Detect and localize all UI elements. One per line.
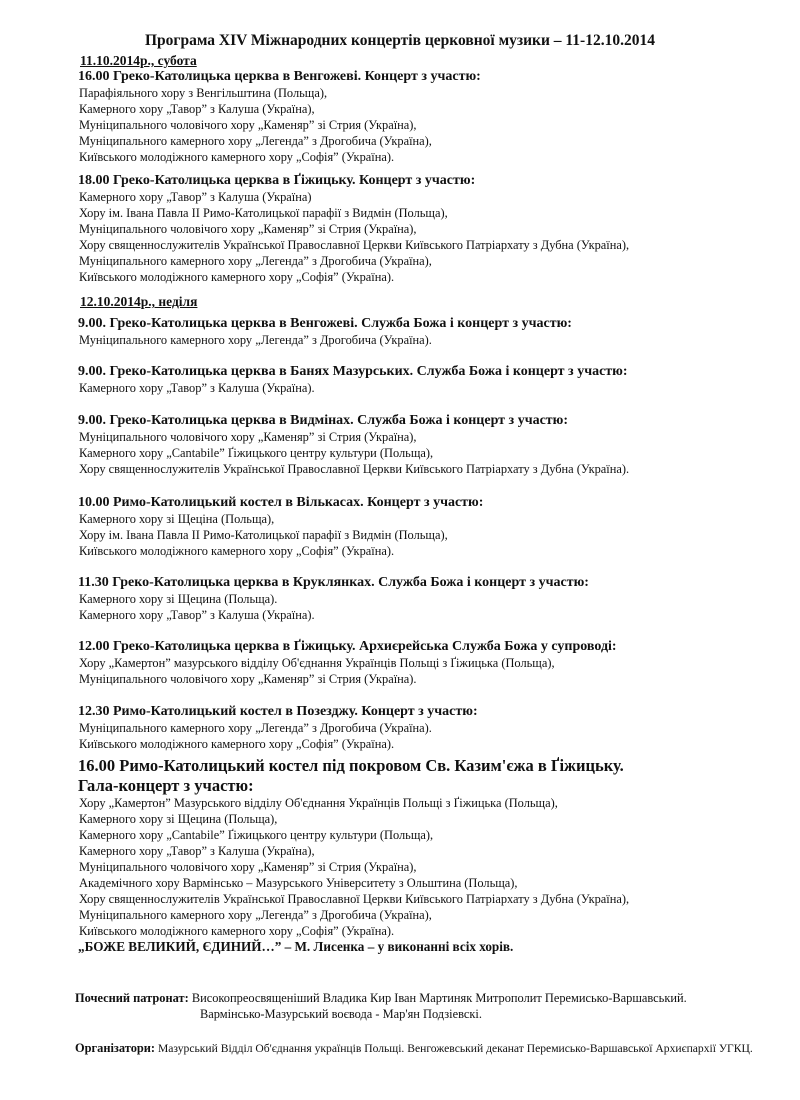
event-heading: 9.00. Греко-Католицька церква в Видмінах. Служба Божа і концерт з участю: [78,413,569,428]
choir-line: Камерного хору „Cantabile” Ґіжицького центру культури (Польща), [79,446,434,460]
event-heading: 11.30 Греко-Католицька церква в Круклянках. Служба Божа і концерт з участю: [78,575,589,590]
organizers-text: Мазурський Відділ Об'єднання українців Польщі. Венгожевський деканат Перемисько-Варшавської Архиєпархії УГКЦ. [155,1042,753,1055]
choir-line: Камерного хору „Тавор” з Калуша (Україна), [79,102,315,116]
organizers-line [75,1040,785,1057]
event-section [78,173,778,285]
event-section [78,495,778,559]
event-heading: 12.00 Греко-Католицька церква в Ґіжицьку. Архиєрейська Служба Божа у супроводі: [78,639,617,654]
choir-line: Хору священнослужителів Української Православної Церкви Київського Патріархату з Дубна (Україна), [79,892,630,906]
event-heading: 10.00 Римо-Католицький костел в Вількасах. Концерт з участю: [78,495,484,510]
patron-label: Почесний патронат: [75,991,189,1005]
choir-line: Муніципального чоловічого хору „Каменяр” зі Стрия (Україна), [79,118,417,132]
choir-line: Муніципального чоловічого хору „Каменяр” зі Стрия (Україна), [79,430,417,444]
event-section [78,639,778,687]
patron-line-2: Вармінсько-Мазурський воєвода - Мар'ян Подзіевскі. [200,1007,482,1021]
gala-subheading: Гала-концерт з участю: [78,776,254,795]
event-heading: 9.00. Греко-Католицька церква в Венгожеві. Служба Божа і концерт з участю: [78,316,572,331]
choir-line: Хору священнослужителів Української Православної Церкви Київського Патріархату з Дубна (Україна). [79,462,630,476]
choir-line: Камерного хору зі Щеціна (Польща), [79,512,275,526]
patron-block [75,990,785,1022]
day1-date: 11.10.2014р., субота [80,53,197,68]
choir-line: Муніципального камерного хору „Легенда” з Дрогобича (Україна), [79,134,432,148]
event-section [78,364,778,396]
patron-text: Високопреосвященіший Владика Кир Іван Мартиняк Митрополит Перемисько-Варшавський. [188,991,687,1005]
choir-line: Київського молодіжного камерного хору „Софія” (Україна). [79,544,395,558]
event-heading: 9.00. Греко-Католицька церква в Банях Мазурських. Служба Божа і концерт з участю: [78,364,628,379]
finale-line: „БОЖЕ ВЕЛИКИЙ, ЄДИНИЙ…” – М. Лисенка – у виконанні всіх хорів. [78,939,514,954]
choir-line: Київського молодіжного камерного хору „Софія” (Україна). [79,150,395,164]
choir-line: Камерного хору „Cantabile” Ґіжицького центру культури (Польща), [79,828,434,842]
choir-line: Муніципального камерного хору „Легенда” з Дрогобича (Україна). [79,721,432,735]
page-title: Програма XIV Міжнародних концертів церковної музики – 11-12.10.2014 [145,32,655,49]
choir-line: Муніципального чоловічого хору „Каменяр” зі Стрия (Україна). [79,672,417,686]
choir-line: Муніципального чоловічого хору „Каменяр” зі Стрия (Україна), [79,222,417,236]
choir-line: Хору священнослужителів Української Православної Церкви Київського Патріархату з Дубна (Україна), [79,238,630,252]
choir-line: Муніципального камерного хору „Легенда” з Дрогобича (Україна). [79,333,432,347]
event-section [78,316,778,348]
choir-line: Муніципального чоловічого хору „Каменяр” зі Стрия (Україна), [79,860,417,874]
choir-line: Академічного хору Вармінсько – Мазурського Університету з Ольштина (Польща), [79,876,518,890]
event-section [78,413,778,477]
event-section [78,69,778,165]
event-heading: 12.30 Римо-Католицький костел в Позезджу. Концерт з участю: [78,704,478,719]
choir-line: Київського молодіжного камерного хору „Софія” (Україна). [79,270,395,284]
day2-date: 12.10.2014р., неділя [80,294,198,309]
gala-section [78,756,778,955]
organizers-block [75,1040,785,1057]
choir-line: Київського молодіжного камерного хору „Софія” (Україна). [79,737,395,751]
choir-line: Муніципального камерного хору „Легенда” з Дрогобича (Україна), [79,908,432,922]
choir-line: Парафіяльного хору з Венгільштина (Польща), [79,86,328,100]
event-heading: 18.00 Греко-Католицька церква в Ґіжицьку. Концерт з участю: [78,173,476,188]
choir-line: Камерного хору „Тавор” з Калуша (Україна). [79,608,315,622]
choir-line: Хору „Камертон” Мазурського відділу Об'єднання Українців Польщі з Ґіжицька (Польща), [79,796,558,810]
choir-line: Камерного хору „Тавор” з Калуша (Україна) [79,190,312,204]
choir-line: Київського молодіжного камерного хору „Софія” (Україна). [79,924,395,938]
organizers-label: Організатори: [75,1041,156,1055]
choir-line: Хору „Камертон” мазурського відділу Об'єднання Українців Польщі з Ґіжицька (Польща), [79,656,555,670]
event-section [78,704,778,752]
choir-line: Муніципального камерного хору „Легенда” з Дрогобича (Україна), [79,254,432,268]
patron-line [75,990,785,1006]
event-section [78,575,778,623]
event-heading: 16.00 Греко-Католицька церква в Венгожеві. Концерт з участю: [78,69,481,84]
choir-line: Камерного хору „Тавор” з Калуша (Україна). [79,381,315,395]
choir-line: Хору ім. Івана Павла ІІ Римо-Католицької парафії з Видмін (Польща), [79,206,448,220]
gala-heading: 16.00 Римо-Католицький костел під покровом Св. Казим'єжа в Ґіжицьку. [78,756,624,775]
choir-line: Камерного хору зі Щецина (Польща). [79,592,278,606]
choir-line: Камерного хору зі Щецина (Польща), [79,812,278,826]
choir-line: Хору ім. Івана Павла ІІ Римо-Католицької парафії з Видмін (Польща), [79,528,448,542]
choir-line: Камерного хору „Тавор” з Калуша (Україна), [79,844,315,858]
